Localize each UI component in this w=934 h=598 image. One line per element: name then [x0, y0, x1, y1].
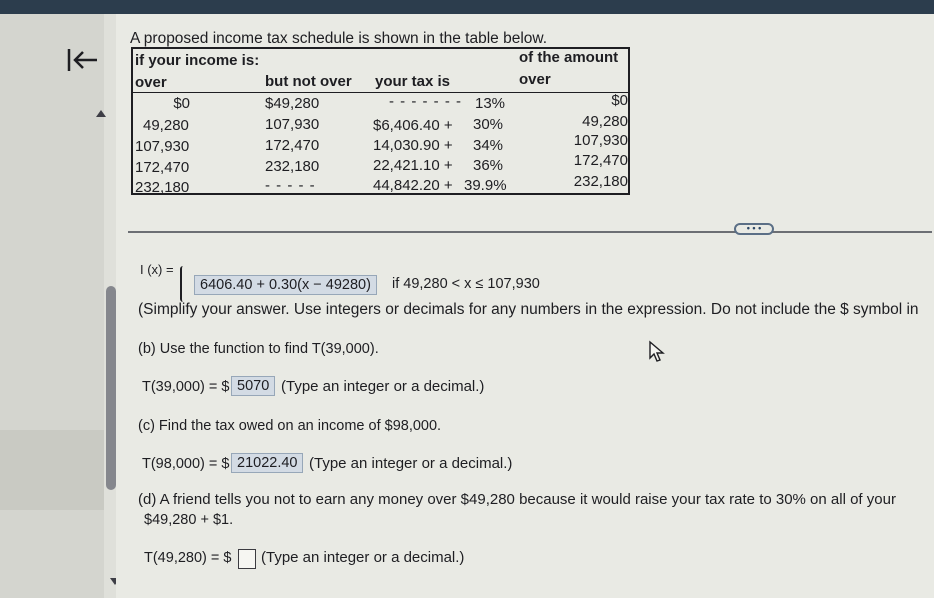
cell-but-not-over: $49,280: [265, 95, 320, 112]
cell-base-tax: 22,421.10 +: [373, 157, 453, 174]
scrollbar-thumb[interactable]: [106, 286, 116, 490]
part-d-prompt-continued: $49,280 + $1.: [144, 512, 234, 528]
cell-but-not-over: 172,470: [265, 137, 320, 154]
cell-rate: 34%: [473, 137, 504, 154]
cell-over: 232,180: [135, 179, 190, 196]
piecewise-expression-answer[interactable]: 6406.40 + 0.30(x − 49280): [194, 275, 377, 295]
header-over-amount: over: [519, 71, 551, 88]
header-if-income: if your income is:: [135, 52, 260, 69]
cell-base-tax: - - - - - - -: [389, 93, 462, 110]
section-divider: [128, 231, 932, 233]
cell-rate: 36%: [473, 157, 504, 174]
cell-of-amount-over: 107,930: [573, 132, 628, 149]
cell-base-tax: 14,030.90 +: [373, 137, 453, 154]
cell-base-tax: 44,842.20 +: [373, 177, 453, 194]
part-d-prompt: (d) A friend tells you not to earn any money over $49,280 because it would raise your tax rate to 30% on all of your: [138, 491, 896, 508]
header-over: over: [135, 74, 167, 91]
cell-of-amount-over: 232,180: [573, 173, 628, 190]
cell-rate: 13%: [475, 95, 506, 112]
mouse-pointer-icon: [648, 340, 668, 362]
part-d-hint: (Type an integer or a decimal.): [261, 549, 465, 566]
scroll-up-arrow-icon[interactable]: [96, 110, 106, 117]
piecewise-condition: if 49,280 < x ≤ 107,930: [392, 276, 540, 292]
cell-of-amount-over: $0: [611, 92, 628, 109]
part-b-hint: (Type an integer or a decimal.): [281, 378, 485, 395]
simplify-instruction: (Simplify your answer. Use integers or decimals for any numbers in the expression. Do not include the $ symbol in: [138, 301, 919, 318]
cell-over: 49,280: [143, 117, 189, 134]
piecewise-brace: [180, 266, 188, 302]
cell-of-amount-over: 172,470: [573, 152, 628, 169]
part-b-answer[interactable]: 5070: [231, 376, 275, 396]
cell-base-tax: $6,406.40 +: [373, 117, 453, 134]
part-d-answer-input[interactable]: [238, 549, 256, 569]
window-top-bar: [0, 0, 934, 14]
part-b-lhs: T(39,000) = $: [142, 379, 230, 395]
function-label: I (x) =: [140, 262, 174, 277]
part-b-prompt: (b) Use the function to find T(39,000).: [138, 341, 379, 357]
header-but-not-over: but not over: [265, 73, 352, 90]
cell-rate: 30%: [473, 116, 504, 133]
cell-of-amount-over: 49,280: [582, 113, 628, 130]
cell-but-not-over: 107,930: [265, 116, 320, 133]
part-c-hint: (Type an integer or a decimal.): [309, 455, 513, 472]
question-intro: A proposed income tax schedule is shown in the table below.: [130, 30, 548, 47]
part-c-lhs: T(98,000) = $: [142, 456, 230, 472]
cell-over: 172,470: [135, 159, 190, 176]
part-c-prompt: (c) Find the tax owed on an income of $98,000.: [138, 418, 442, 434]
table-header-divider: [133, 92, 628, 93]
cell-but-not-over: - - - - -: [265, 177, 316, 194]
cell-over: 107,930: [135, 138, 190, 155]
part-d-lhs: T(49,280) = $: [144, 550, 232, 566]
cell-over: $0: [173, 95, 190, 112]
collapse-left-icon[interactable]: [66, 46, 100, 74]
left-panel: [0, 14, 104, 598]
more-options-button[interactable]: • • •: [734, 223, 774, 235]
part-c-answer[interactable]: 21022.40: [231, 453, 303, 473]
header-your-tax-is: your tax is: [375, 73, 451, 90]
tax-schedule-table: [131, 47, 630, 195]
cell-but-not-over: 232,180: [265, 158, 320, 175]
header-of-the-amount: of the amount: [519, 49, 619, 66]
left-panel-shade: [0, 430, 104, 510]
cell-rate: 39.9%: [464, 177, 507, 194]
